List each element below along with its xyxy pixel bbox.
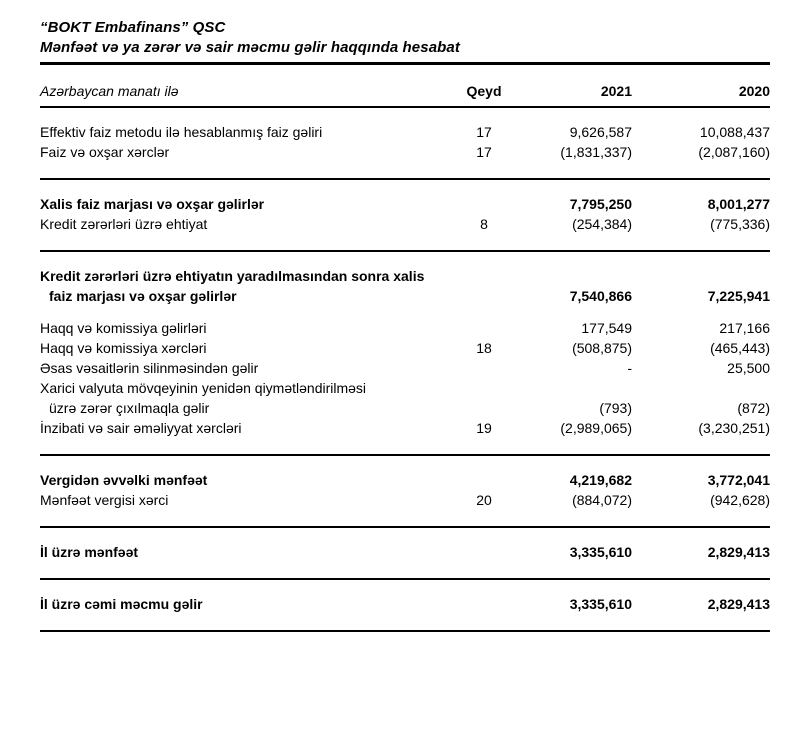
- value-2020-cell: 3,772,041: [707, 472, 770, 488]
- table-row: [40, 338, 770, 358]
- table-row: [40, 542, 770, 562]
- note-cell: 19: [476, 420, 492, 436]
- table-body: [40, 122, 770, 632]
- table-row: [40, 214, 770, 234]
- row-label: Əsas vəsaitlərin silinməsindən gəlir: [40, 360, 259, 376]
- table-row: [40, 122, 770, 142]
- value-2020-cell: (872): [737, 400, 770, 416]
- table-row: [40, 142, 770, 162]
- value-2021-cell: 3,335,610: [569, 544, 632, 560]
- note-cell: 8: [480, 216, 488, 232]
- note-cell: 17: [476, 124, 492, 140]
- value-2021-cell: (1,831,337): [560, 144, 632, 160]
- value-2020-cell: (2,087,160): [698, 144, 770, 160]
- row-label: İl üzrə mənfəət: [40, 544, 139, 560]
- section-divider: [40, 250, 770, 252]
- value-2020-cell: 10,088,437: [699, 124, 770, 140]
- row-label: Kredit zərərləri üzrə ehtiyatın yaradılmasından sonra xalis faiz marjası və oxşar gəlirlər: [40, 268, 425, 304]
- value-2020-cell: 8,001,277: [707, 196, 770, 212]
- row-label: Effektiv faiz metodu ilə hesablanmış faiz gəliri: [40, 124, 323, 140]
- row-label: Mənfəət vergisi xərci: [40, 492, 169, 508]
- table-row: [40, 318, 770, 338]
- section-divider: [40, 526, 770, 528]
- column-header-2021: 2021: [600, 83, 632, 99]
- column-header-currency: Azərbaycan manatı ilə: [40, 83, 179, 99]
- value-2020-cell: 7,225,941: [707, 288, 770, 304]
- section-divider: [40, 630, 770, 632]
- row-label: İnzibati və sair əməliyyat xərcləri: [40, 420, 242, 436]
- table-row: [40, 358, 770, 378]
- note-cell: 17: [476, 144, 492, 160]
- row-label: Haqq və komissiya gəlirləri: [40, 320, 207, 336]
- value-2021-cell: (2,989,065): [560, 420, 632, 436]
- table-row: [40, 470, 770, 490]
- statement-title: Mənfəət və ya zərər və sair məcmu gəlir haqqında hesabat: [40, 39, 460, 56]
- value-2021-cell: (508,875): [572, 340, 632, 356]
- value-2020-cell: 217,166: [719, 320, 770, 336]
- company-name: “BOKT Embafinans” QSC: [40, 19, 226, 36]
- table-row: [40, 594, 770, 614]
- table-row: [40, 194, 770, 214]
- row-label: Xalis faiz marjası və oxşar gəlirlər: [40, 196, 265, 212]
- value-2020-cell: 2,829,413: [707, 544, 770, 560]
- row-label: Haqq və komissiya xərcləri: [40, 340, 207, 356]
- header-divider: [40, 106, 770, 108]
- value-2021-cell: (884,072): [572, 492, 632, 508]
- value-2021-cell: (793): [599, 400, 632, 416]
- value-2020-cell: 2,829,413: [707, 596, 770, 612]
- value-2020-cell: (775,336): [710, 216, 770, 232]
- row-label: Kredit zərərləri üzrə ehtiyat: [40, 216, 208, 232]
- table-row: [40, 266, 770, 306]
- spacer: [40, 306, 770, 318]
- section-divider: [40, 178, 770, 180]
- note-cell: 18: [476, 340, 492, 356]
- value-2020-cell: (465,443): [710, 340, 770, 356]
- value-2020-cell: 25,500: [727, 360, 770, 376]
- section-divider: [40, 578, 770, 580]
- value-2021-cell: -: [627, 360, 632, 376]
- table-row: [40, 490, 770, 510]
- row-label: İl üzrə cəmi məcmu gəlir: [40, 596, 203, 612]
- column-header-2020: 2020: [738, 83, 770, 99]
- row-label: Vergidən əvvəlki mənfəət: [40, 472, 208, 488]
- table-header-row: [40, 81, 770, 101]
- value-2020-cell: (3,230,251): [698, 420, 770, 436]
- table-row: [40, 378, 770, 418]
- value-2021-cell: 4,219,682: [569, 472, 632, 488]
- table-row: [40, 418, 770, 438]
- section-divider: [40, 454, 770, 456]
- row-label: Xarici valyuta mövqeyinin yenidən qiymətləndirilməsi üzrə zərər çıxılmaqla gəlir: [40, 380, 367, 416]
- value-2021-cell: 7,795,250: [569, 196, 632, 212]
- value-2021-cell: 177,549: [581, 320, 632, 336]
- title-divider: [40, 62, 770, 65]
- value-2020-cell: (942,628): [710, 492, 770, 508]
- value-2021-cell: 7,540,866: [569, 288, 632, 304]
- value-2021-cell: (254,384): [572, 216, 632, 232]
- value-2021-cell: 3,335,610: [569, 596, 632, 612]
- value-2021-cell: 9,626,587: [569, 124, 632, 140]
- column-header-note: Qeyd: [466, 83, 502, 99]
- note-cell: 20: [476, 492, 492, 508]
- row-label: Faiz və oxşar xərclər: [40, 144, 170, 160]
